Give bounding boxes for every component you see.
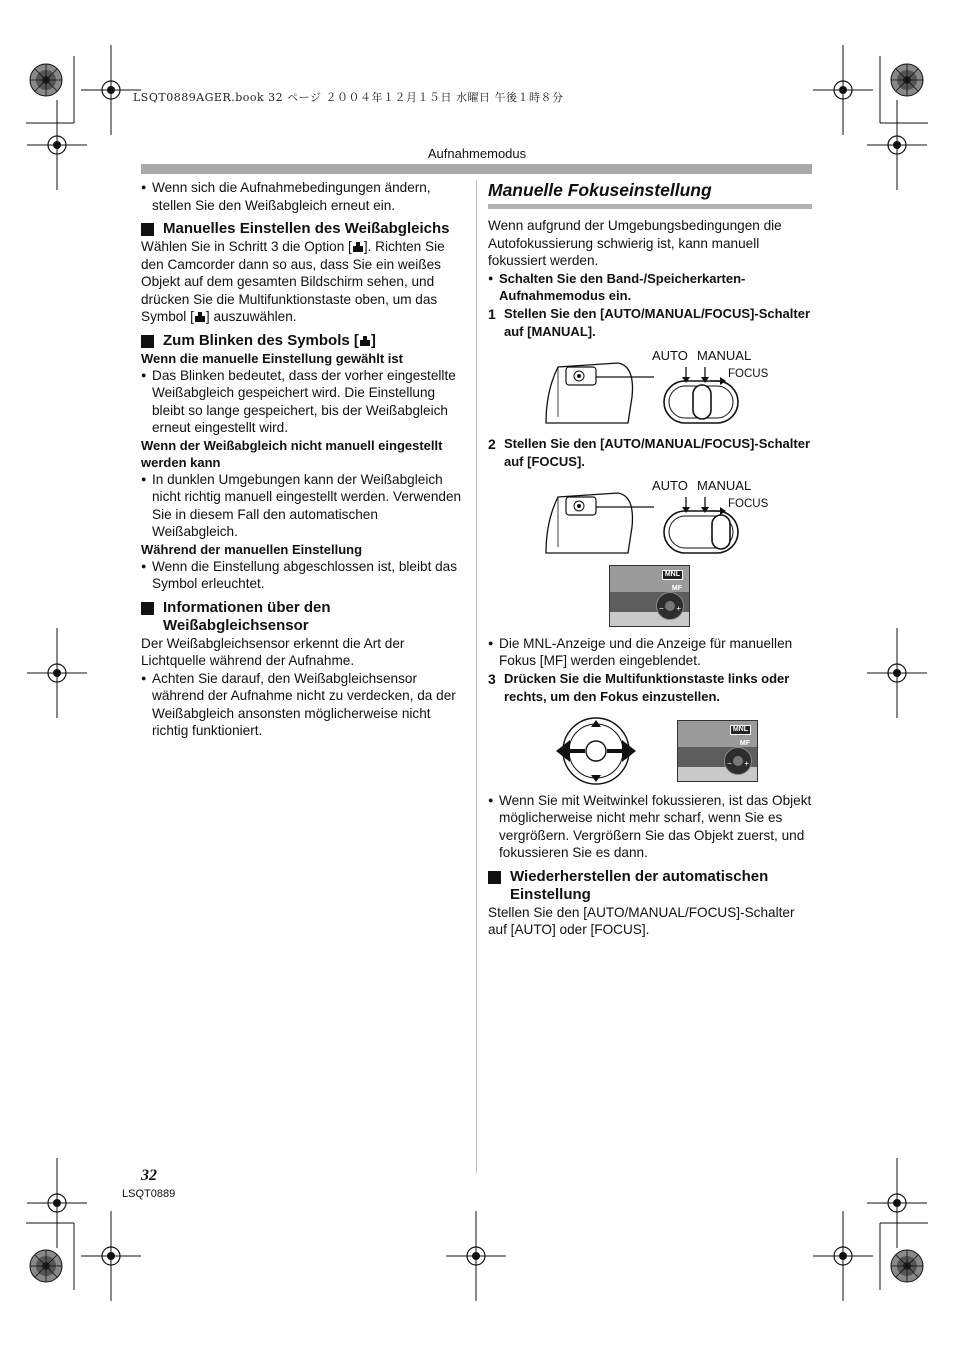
white-balance-icon — [194, 311, 206, 323]
switch-label-manual: MANUAL — [697, 347, 752, 363]
pre-step-bullet: ● Schalten Sie den Band-/Speicherkarten-Aufnahmemodus ein. — [488, 270, 812, 305]
mnl-indicator: MNL — [730, 725, 751, 735]
lcd-preview-focus-adjust — [677, 720, 758, 782]
bullet-wide-angle: ● Wenn Sie mit Weitwinkel fokussieren, ist das Objekt möglicherweise nicht mehr scharf, wenn Sie es vergrößern. Vergrößern Sie das Objekt zuerst, und fokussieren Sie es dann. — [488, 792, 812, 862]
heading-symbol-blinking: Zum Blinken des Symbols [ ] — [141, 332, 463, 350]
step-2: 2 Stellen Sie den [AUTO/MANUAL/FOCUS]-Schalter auf [FOCUS]. — [488, 435, 811, 469]
switch-diagram-manual — [488, 347, 812, 431]
subheading-cannot-set: Wenn der Weißabgleich nicht manuell eingestellt werden kann — [141, 437, 443, 470]
step-1: 1 Stellen Sie den [AUTO/MANUAL/FOCUS]-Schalter auf [MANUAL]. — [488, 305, 811, 339]
square-bullet-icon — [141, 602, 154, 615]
title-rule — [488, 204, 812, 209]
switch-label-manual: MANUAL — [697, 477, 752, 493]
left-column — [141, 179, 463, 740]
square-bullet-icon — [488, 871, 501, 884]
joystick-diagram — [488, 714, 812, 788]
registration-star-tr — [891, 64, 923, 96]
print-header: LSQT0889AGER.book 32 ページ ２００４年１２月１５日 水曜日 午後１時８分 — [133, 91, 564, 104]
focus-dial-icon: − + — [724, 747, 752, 775]
paragraph-sensor: Der Weißabgleichsensor erkennt die Art der Lichtquelle während der Aufnahme. — [141, 635, 405, 668]
white-balance-icon — [359, 335, 371, 347]
document-code: LSQT0889 — [122, 1188, 176, 1200]
subheading-manual-selected: Wenn die manuelle Einstellung gewählt ist — [141, 350, 403, 366]
multifunction-joystick-icon — [556, 714, 636, 788]
square-bullet-icon — [141, 223, 154, 236]
right-column — [488, 179, 812, 939]
heading-manual-white-balance: Manuelles Einstellen des Weißabgleichs — [141, 220, 463, 238]
paragraph-restore-auto: Stellen Sie den [AUTO/MANUAL/FOCUS]-Schalter auf [AUTO] oder [FOCUS]. — [488, 904, 795, 937]
intro-bullet: ● Wenn sich die Aufnahmebedingungen ändern, stellen Sie den Weißabgleich erneut ein. — [141, 179, 463, 214]
column-divider — [476, 180, 477, 1173]
switch-diagram-focus — [488, 477, 812, 561]
bullet-symbol-lit: ● Wenn die Einstellung abgeschlossen ist, bleibt das Symbol erleuchtet. — [141, 558, 463, 593]
mf-indicator: MF — [671, 584, 682, 592]
switch-label-auto: AUTO — [652, 477, 688, 493]
focus-dial-icon: − + — [656, 592, 684, 620]
intro-paragraph: Wenn aufgrund der Umgebungsbedingungen die Autofokussierung schwierig ist, kann manuell fokussiert werden. — [488, 218, 782, 268]
heading-restore-auto: Wiederherstellen der automatischen Einstellung — [488, 868, 812, 904]
subheading-during-manual: Während der manuellen Einstellung — [141, 541, 363, 557]
switch-label-auto: AUTO — [652, 347, 688, 363]
registration-star-br — [891, 1250, 923, 1282]
switch-label-focus: FOCUS — [728, 497, 769, 510]
section-title: Manuelle Fokuseinstellung — [488, 180, 712, 200]
bullet-sensor-cover: ● Achten Sie darauf, den Weißabgleichsensor während der Aufnahme nicht zu verdecken, da der Weißabgleich ansonsten möglicherweise nicht richtig funktioniert. — [141, 670, 463, 740]
bullet-blinking: ● Das Blinken bedeutet, dass der vorher eingestellte Weißabgleich gespeichert wird. Die Einstellung bleibt so lange gespeichert, bis der Weißabgleich erneut eingestellt wird. — [141, 367, 463, 437]
paragraph-manual-white-balance: Wählen Sie in Schritt 3 die Option [ ]. Richten Sie den Camcorder dann so aus, dass Sie ein weißes Objekt auf dem gesamten Bildschirm sehen, und drücken Sie die Multifunktionstaste oben, um das Symbol [ ] auszuwählen. — [141, 239, 445, 324]
square-bullet-icon — [141, 335, 154, 348]
bullet-mnl-display: ● Die MNL-Anzeige und die Anzeige für manuellen Fokus [MF] werden eingeblendet. — [488, 635, 812, 670]
switch-label-focus: FOCUS — [728, 367, 769, 380]
registration-star-bl — [30, 1250, 62, 1282]
registration-star-tl — [30, 64, 62, 96]
bullet-dark-environment: ● In dunklen Umgebungen kann der Weißabgleich nicht richtig manuell eingestellt werden. Verwenden Sie in diesem Fall den automatischen Weißabgleich. — [141, 471, 463, 541]
header-rule — [141, 164, 812, 174]
white-balance-icon — [352, 241, 364, 253]
step-3: 3 Drücken Sie die Multifunktionstaste links oder rechts, um den Fokus einzustellen. — [488, 670, 790, 704]
camcorder-switch-drawing — [544, 347, 744, 431]
lcd-preview-manual-focus — [609, 565, 690, 627]
section-label: Aufnahmemodus — [427, 146, 527, 161]
heading-white-balance-sensor: Informationen über den Weißabgleichsensor — [141, 599, 463, 635]
page-number: 32 — [141, 1167, 157, 1184]
mf-indicator: MF — [739, 739, 750, 747]
mnl-indicator: MNL — [662, 570, 683, 580]
camcorder-switch-drawing — [544, 477, 744, 561]
